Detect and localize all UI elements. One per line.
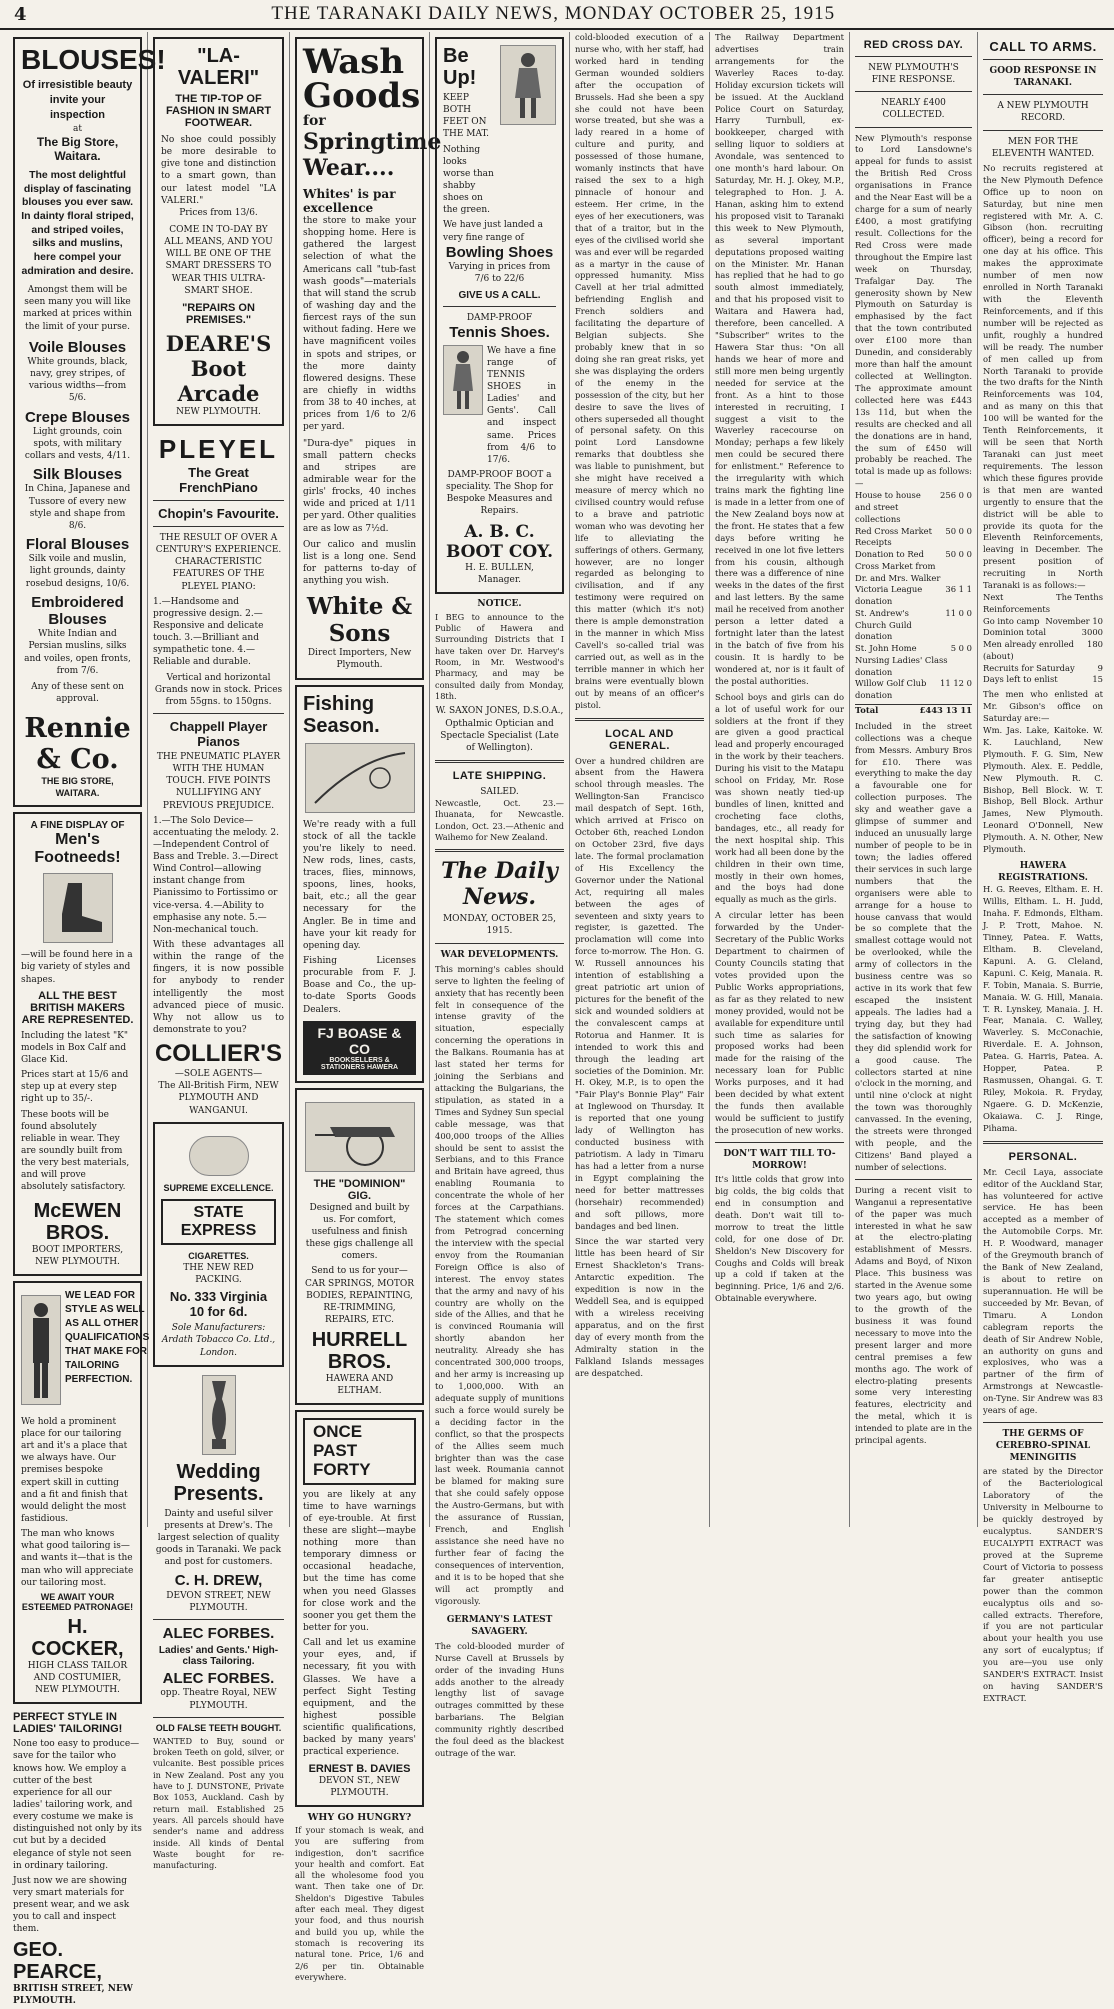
local-general-text: Over a hundred children are absent from the Hawera school through measles. The Wellington-San Francisco mail despatch of Sept. 16th, which arrived at Frisco on October 6th, reached London on October 23rd, five days late. The formal proclamation of His Excellency the Governor under the National Act, requiring all males between the ages of seventeen and sixty years to register, is gazetted. The proclamation will come into force to-morrow. The Hon. G. W. Russell announces his intention of establishing a great patriotic art union of pictures for the benefit of the sick and wounded soldiers at the convalescent camps at Rotorua and Hanmer. It is intended to work this and through the leading art societies of the Dominion. Mr. H. Okey, M.P., is to open the "Fair Play's Bonnie Play" Fair at Inglewood on Thursday. It is reported that one young lady of Wellington has conducted business with patriotism. A lady in Timaru has had a letter from a nurse in Egypt complaining the need for better mattresses (horsehair) recommended) and soft pillows, more bandages and bed linen. — [575, 755, 704, 1231]
lavaleri-title: "LA-VALERI" — [177, 45, 260, 89]
fishing-rod-icon — [310, 748, 410, 808]
personal-heading: PERSONAL. — [1008, 1150, 1078, 1163]
tennis-1: DAMP-PROOF — [466, 313, 533, 324]
perfect-3: Just now we are showing very smart materials for present wear, and we ask you to call and inspect them. — [13, 1875, 130, 1935]
total-label: Total — [855, 705, 879, 715]
germs-heading: THE GERMS OF CEREBRO-SPINAL MENINGITIS — [995, 1429, 1091, 1464]
teeth-ad — [153, 1723, 284, 1872]
beup-4: We have just landed a very fine range of — [443, 220, 543, 243]
recruiting-item-row — [983, 592, 1103, 616]
state-2: STATE EXPRESS — [161, 1199, 276, 1245]
red-cross-item-value: 256 0 0 — [940, 490, 972, 501]
recruiting-item-label: Go into camp — [983, 615, 1040, 626]
total-value: £443 13 11 — [919, 705, 972, 715]
fishing-2: We're ready with a full stock of all the tackle you're likely to need. New rods, lines, casts, traces, flies, minnows, spoons, lines, hooks, bait, etc.; all the gear necessary for the Angler. Be in time and have your kit ready for opening day. — [303, 819, 416, 951]
column-7 — [850, 32, 978, 1527]
tailor-3: The man who knows what good tailoring is—and wants it—that is the man who will appreciate our tailoring most. — [21, 1529, 134, 1588]
whites-4: Our calico and muslin list is a long one. Send for patterns to-day of anything you wish. — [303, 539, 416, 587]
tennis-2: Tennis Shoes. — [449, 324, 550, 342]
local-general-heading: LOCAL AND GENERAL. — [605, 727, 674, 752]
dominion-title: THE "DOMINION" GIG. — [313, 1177, 406, 1202]
tailor-figure-illustration — [21, 1295, 61, 1405]
lavaleri-2: No shoe could possibly be more desirable to give tone and distinction to a smart gown, than our latest model "LA VALERI." — [161, 135, 276, 206]
perfect-2: None too easy to produce—save for the tailor who knows how. We employ a cutter of the best experience for all our ladies' tailoring work, and every costume we make is distinguished not only by its cut but by a decided elegance of style not seen in ordinary tailoring. — [13, 1739, 142, 1871]
silk-head: Silk Blouses — [32, 466, 123, 484]
masthead — [0, 0, 1114, 30]
pleyel-6: Vertical and horizontal Grands now in stock. Prices from 55gns. to 150gns. — [154, 672, 283, 707]
daily-news-title: The Daily News. — [441, 858, 558, 911]
notice-title: NOTICE. — [477, 598, 522, 609]
lavaleri-ad — [153, 37, 284, 426]
blouses-store: The Big Store, Waitara. — [36, 135, 119, 164]
local-news-text-3: A circular letter has been forwarded by the Under-Secretary of the Public Works Department to chairmen of County Councils stating that votes provided upon the Public Works appropriations, as far as they related to new money provided, would not be available for expenditure until such time as salaries for proposed works had been made for the raising of the necessary loan for Public Works purposes, and it had been decided by what extent the funds then available would be sufficient to justify the prosecution of new works. — [715, 910, 844, 1135]
red-cross-item-row — [855, 678, 972, 702]
footneeds-6: Prices start at 15/6 and step up at every step right up to 35/-. — [21, 1070, 129, 1105]
state-3: CIGARETTES. — [188, 1250, 249, 1261]
red-cross-total — [855, 704, 972, 717]
wedding-ad — [153, 1375, 284, 1614]
recruiting-item-row — [983, 616, 1103, 628]
dominion-4: CAR SPRINGS, MOTOR BODIES, REPAINTING, RE-TRIMMING, REPAIRS, ETC. — [305, 1278, 414, 1326]
mcewen-sub: BOOT IMPORTERS, NEW PLYMOUTH. — [31, 1244, 124, 1267]
pleyel-5: 1.—Handsome and progressive design. 2.—Responsive and delicate touch. 3.—Brilliant and sympathetic tone. 4.—Reliable and durable. — [153, 596, 264, 668]
recruiting-item-value: 180 — [1087, 639, 1103, 650]
page-number: 4 — [14, 3, 27, 25]
beup-title: Be Up! — [443, 45, 477, 89]
approval-note: Any of these sent on approval. — [31, 681, 124, 704]
sailed-heading: SAILED. — [480, 786, 519, 797]
red-cross-table — [855, 490, 972, 702]
lavaleri-3: Prices from 13/6. — [179, 207, 258, 218]
boase-name: FJ BOASE & CO — [317, 1024, 402, 1057]
tomorrow-heading: DON'T WAIT TILL TO-MORROW! — [723, 1148, 836, 1171]
bowling-2: Varying in prices from 7/6 to 22/6 — [448, 261, 551, 285]
recruiting-item-value: 3000 — [1081, 627, 1103, 638]
recruiting-item-label: Days left to enlist — [983, 674, 1058, 685]
whites-1: Whites' is par excellence — [303, 187, 396, 215]
boot-icon — [48, 878, 108, 938]
footneeds-1: A FINE DISPLAY OF — [30, 820, 125, 832]
give-call: GIVE US A CALL. — [458, 290, 541, 302]
hawera-list: H. G. Reeves, Eltham. E. H. Willis, Eltham. L. H. Judd, Inaha. F. Edmonds, Eltham. J. P. Trott, Mahoe. N. Tinney, Patea. F. Watts, Eltham. B. Cleveland, Kapuni. A. G. Cleland, Kapuni. C. Keig, Manaia. R. F. Tobin, Manaia. S. Burrie, Manaia. W. G. Hill, Manaia. T. R. Lynskey, Manaia. J. H. Fear, Manaia. C. Walley, Waverley. S. McConachie, Riverdale. E. A. Johnson, Patea. G. Harris, Patea. A. Hopper, Patea. P. Rasmussen, Ohangai. G. T. Riley, Mokoia. R. Fryday, Ngaere. G. D. McKenzie, Okaiawa. C. J. Ringe, Pihama. — [983, 884, 1103, 1133]
forbes-4: opp. Theatre Royal, NEW PLYMOUTH. — [160, 1688, 277, 1711]
column-6 — [710, 32, 850, 1527]
red-cross-item-label: House to house and street collections — [855, 490, 921, 524]
good-response: GOOD RESPONSE IN TARANAKI. — [989, 66, 1097, 89]
abc-2: H. E. BULLEN, Manager. — [465, 562, 534, 585]
boase-sub: BOOKSELLERS & STATIONERS HAWERA — [320, 1056, 399, 1071]
tailor-1: WE LEAD FOR STYLE AS WELL AS ALL OTHER QUALIFICATIONS THAT MAKE FOR TAILORING PERFECTION. — [65, 1289, 150, 1385]
names-list: Wm. Jas. Lake, Kaitoke. W. K. Lauchland, New Plymouth. F. G. Sim, New Plymouth. Alex. E. Peddle, New Plymouth. R. C. Bishop, Bell Block. W. T. Bishop, Bell Block. Arthur James, New Plymouth. Leonard O'Donnell, New Plymouth. A. N. Other, New Plymouth. — [983, 724, 1103, 855]
men-wanted-text: No recruits registered at the New Plymouth Defence Office up to noon on Saturday, but nine men registered with Mr. A. C. Gibson (hon. recruiting officer), being a record for one day at his office. This makes the approximate number of men now enrolled in North Taranaki with the Eleventh Reinforcements, and if this number will be rejected as unfit, roughly a hundred will be ready. The number of men called up from North Taranaki to provide the two drafts for the Ninth Reinforcements was 104, and as many on this that 100 will be wanted for the Tenth Reinforcements, it will be seen that North Taranaki can just meet requirements. The lesson which these figures provide is that men are wanted urgently to ensure that the district will be able to provide its quota for the Eleventh Reinforcements, leaving in December. The present position of recruiting in North Taranaki is as follows:— — [983, 162, 1103, 591]
record-heading: A NEW PLYMOUTH RECORD. — [997, 101, 1089, 124]
beup-3: Nothing looks worse than shabby shoes on the green. — [443, 144, 494, 216]
blouses-intro: The most delightful display of fascinating blouses you ever saw. In dainty floral striped, and striped voiles, silks and muslins, here compel your admiration and desire. — [21, 169, 134, 277]
bowler-illustration — [500, 45, 556, 125]
red-cross-item-row — [855, 643, 972, 678]
recruiting-item-value: 15 — [1092, 674, 1103, 685]
crepe-text: Light grounds, coin spots, with military collars and vests, 4/11. — [24, 426, 131, 462]
wash-3: for — [303, 113, 326, 129]
fishing-title: Fishing Season. — [303, 692, 380, 737]
collier-3: The All-British Firm, NEW PLYMOUTH AND WANGANUI. — [158, 1081, 279, 1116]
germany-heading: GERMANY'S LATEST SAVAGERY. — [446, 1614, 553, 1637]
forbes-2: Ladies' and Gents.' High-class Tailoring. — [158, 1645, 279, 1668]
ardath-seal — [189, 1136, 249, 1176]
emb-text: White Indian and Persian muslins, silks and voiles, open fronts, from 7/6. — [24, 629, 131, 676]
forbes-1: ALEC FORBES. — [162, 1624, 275, 1642]
column-8 — [978, 32, 1108, 1703]
red-cross-item-label: St. John Home Nursing Ladies' Class donation — [855, 643, 948, 677]
blouses-note: Amongst them will be seen many you will like marked at prices within the limit of your purse. — [23, 285, 132, 332]
blouses-sub2: at — [73, 123, 82, 134]
whites-3: "Dura-dye" piques in small pattern checks and stripes are admirable wear for the girls' frocks, 40 inches wide and priced at 1/11 per yard. Other qualities are as low as 7½d. — [303, 438, 416, 534]
personal-text: Mr. Cecil Laya, associate editor of the Auckland Star, has volunteered for active service. He has been accepted as a member of the Automobile Corps. Mr. H. P. Woodward, manager of the Greymouth branch of the Bank of New Zealand, is about to retire on superannuation. He will be succeeded by Mr. Bevan, of Timaru. A London cablegram reports the death of Sir Andrew Noble, an authority on guns and explosives, who was a partner of the firm of Armstrongs at Newcastle-on-Tyne. Sir Andrew was 83 years of age. — [983, 1166, 1103, 1416]
drew-name: C. H. DREW, — [174, 1572, 263, 1590]
saxon-jones: W. SAXON JONES, D.S.O.A., Opthalmic Optician and Spectacle Specialist (Late of Wellington). — [435, 706, 564, 753]
hungry-2: If your stomach is weak, and you are suffering from indigestion, don't sacrifice your health and comfort. Eat all the wholesome food you want. Then take one of Dr. Sheldon's Digestive Tabules after each meal. They digest your food, and thus nourish and build you up, while the stomach is recovering its natural tone. Price, 1/6 and 2/6 per tin. Obtainable everywhere. — [295, 1824, 424, 1982]
state-5: No. 333 Virginia 10 for 6d. — [169, 1289, 268, 1320]
vase-icon — [206, 1379, 232, 1451]
column-2 — [148, 32, 290, 1871]
pearce-name: GEO. PEARCE, — [13, 1938, 102, 1983]
floral-head: Floral Blouses — [25, 536, 130, 554]
red-cross-item-row — [855, 526, 972, 550]
red-cross-item-label: St. Andrew's Church Guild donation — [855, 607, 912, 642]
recruiting-item-label: Recruits for Saturday — [983, 662, 1075, 673]
footneeds-7: These boots will be found absolutely reliable in wear. They are soundly built from the very best materials, and will prove absolutely satisfactory. — [21, 1109, 130, 1193]
dominion-2: Designed and built by us. For comfort, usefulness and finish these gigs challenge all comers. — [305, 1202, 414, 1262]
forbes-3: ALEC FORBES. — [162, 1670, 275, 1688]
hurrell-2: HAWERA AND ELTHAM. — [325, 1374, 394, 1397]
footneeds-3: —will be found here in a big variety of styles and shapes. — [21, 950, 133, 985]
tailor-4: WE AWAIT YOUR ESTEEMED PATRONAGE! — [21, 1591, 134, 1612]
hungry-ad — [295, 1812, 424, 1983]
dominion-gig-ad — [295, 1088, 424, 1406]
cavell-continued-text: cold-blooded execution of a nurse who, with her staff, had worked hard in tending German wounded soldiers after the occupation of Brussels. Had she been a spy she could not have been worse treated, but she was a lady reared in a home of culture and purity, and possessed of those humane, womanly instincts that have raised the sex to a high pinnacle of honour and esteem. Her crime, in the eyes of her executioners, was that of a traitor, but in the eyes of the civilised world she was and ever will be regarded as a martyr in the cause of oppressed humanity. Miss Cavell at her trial admitted befriending English and French soldiers and facilitating the departure of Belgian subjects. She probably knew that in so doing she ran great risks, yet she was displaying the orders of the enemy in the possession of the city, but her desire to save the lives of others superseded all thought of personal safety. On this point Lord Lansdowne remarks that doubtless she was liable to punishment, but she might have received a measure of mercy which no civilised country would refuse to a brave and patriotic woman who was devoting her life to alleviating the sufferings of others. Germany, however, are no longer regarded as belonging to civilisation, and if any testimony were required on this matter (which it's not) there is ample demonstration in the manner in which Miss Cavell's so-called trial was carried out, as well as in the terrible manner in which her brains were eventually blown out by means of an officer's pistol. — [575, 32, 704, 710]
footneeds-ad — [13, 812, 142, 1276]
recruiting-item-row — [983, 627, 1103, 639]
recruiting-item-row — [983, 663, 1103, 675]
pleyel-4: THE RESULT OF OVER A CENTURY'S EXPERIENCE. CHARACTERISTIC FEATURES OF THE PLEYEL PIANO: — [155, 532, 282, 592]
column-3 — [290, 32, 442, 1982]
hungry-title: WHY GO HUNGRY? — [307, 1811, 412, 1823]
beup-2: KEEP BOTH FEET ON THE MAT. — [443, 93, 490, 140]
recruiting-table — [983, 592, 1103, 686]
red-cross-collected: NEARLY £400 COLLECTED. — [881, 98, 946, 121]
red-cross-item-value: 5 0 0 — [950, 643, 972, 654]
call-to-arms-heading: CALL TO ARMS. — [989, 39, 1097, 54]
deare-name: DEARE'S Boot Arcade — [165, 330, 272, 406]
hurrell-name: HURRELL BROS. — [311, 1329, 408, 1374]
recruiting-item-value: November 10 — [1045, 615, 1103, 626]
red-cross-item-label: Willow Golf Club donation — [855, 678, 927, 701]
voile-head: Voile Blouses — [28, 338, 127, 356]
chappell-3: 1.—The Solo Device—accentuating the melody. 2.—Independent Control of Bass and Treble. 3.—Direct Wind Control—allowing instant change from Pianissimo to Fortissimo or vice-versa. 4.—Ability to emphasise any note. 5.—Non-mechanical touch. — [153, 815, 279, 935]
footneeds-2: Men's Footneeds! — [34, 831, 121, 867]
man-figure-icon — [26, 1300, 56, 1400]
hawera-heading: HAWERA REGISTRATIONS. — [998, 861, 1088, 884]
shipping-text: Newcastle, Oct. 23.—Ihuanata, for Newcastle. London, Oct. 23.—Athenic and Waihemo for New Zealand. — [435, 798, 564, 842]
silk-text: In China, Japanese and Tussore of every new style and shape from 8/6. — [24, 484, 131, 531]
chappell-title: Chappell Player Pianos — [169, 718, 268, 749]
tomorrow-text: It's little colds that grow into big colds, the big colds that end in consumption and death. Don't wait till to-morrow to treat the little cold, for one dose of Dr. Sheldon's New Discovery for Coughs and Colds will break up a cold if taken at the beginning. Price, 1/6 and 2/6. Obtainable everywhere. — [715, 1174, 844, 1304]
collier-name: COLLIER'S — [154, 1040, 283, 1068]
whites-ad — [295, 37, 442, 680]
chappell-2: THE PNEUMATIC PLAYER WITH THE HUMAN TOUCH. FIVE POINTS NULLIFYING ANY PREVIOUS PREJUDICE. — [156, 751, 281, 811]
red-cross-response: NEW PLYMOUTH'S FINE RESPONSE. — [868, 63, 959, 86]
red-cross-item-row — [855, 549, 972, 584]
lavaleri-5: "REPAIRS ON PREMISES." — [182, 301, 255, 326]
mcewen-name: McEWEN BROS. — [33, 1199, 122, 1244]
recruiting-item-row — [983, 639, 1103, 663]
perfect-1: PERFECT STYLE IN LADIES' TAILORING! — [13, 1711, 123, 1736]
state-4: THE NEW RED PACKING. — [183, 1263, 254, 1286]
local-news-text: The Railway Department advertises train arrangements for the Waverley Races to-day. Holiday excursion tickets will be issued. At the Auckland Police Court on Saturday, Harry Turnbull, ex-bookkeeper, charged with selling liquor to soldiers at Avondale, was sentenced to one month's hard labour. On Saturday, Mr. H. J. Okey, M.P., telegraphed to Hon. J. A. Hanan, asking him to extend his proposed visit to Taranaki this week to New Plymouth, as several important deputations proposed waiting on the Minister. Mr. Hanan has replied that he had to go south almost immediately, and that his proposed visit to Waitara and Hawera had, therefore, been cancelled. A "Subscriber" writes to the Hawera Star thus: "On all hands we hear of more and still more men being urgently needed for service at the front. As a hint to those interested in recruiting, I suggest a visit to the Waverley racecourse on Monday; perhaps a few likely men could be secured there for enlistment." Reference to the irregularity with which trains mark the fighting line is made in a letter from one of the New Zealand boys now at the front. He states that a few days before writing he received in one lot five letters from his cousin, although there was a difference of nine weeks in the dates of the first and last letters. By the same mail he received from another person a letter dated a fortnight later than the latest in the batch of five from his cousin. It is hardly to be wondered at, nor is it fault of the postal authorities. — [715, 32, 844, 686]
davies-ad — [295, 1410, 424, 1806]
abc-name: A. B. C. BOOT COY. — [445, 521, 554, 562]
collier-2: —SOLE AGENTS— — [174, 1069, 263, 1080]
recruiting-item-label: Men already enrolled (about) — [983, 639, 1075, 661]
bowling-title: Bowling Shoes — [445, 243, 554, 261]
bowler-figure-icon — [505, 50, 551, 120]
cocker-sub: HIGH CLASS TAILOR AND COSTUMIER, NEW PLYMOUTH. — [27, 1660, 128, 1696]
recruiting-item-value: 9 — [1097, 662, 1103, 673]
tennis-4: DAMP-PROOF BOOT a speciality. The Shop for Bespoke Measures and Repairs. — [445, 470, 553, 517]
recruiting-item-value: The Tenths — [1056, 592, 1103, 603]
recruiting-item-label: Next Reinforcements — [983, 592, 1051, 614]
pleyel-sub: The Great FrenchPiano — [179, 464, 258, 495]
pearce-sub: BRITISH STREET, NEW PLYMOUTH. — [13, 1983, 133, 2006]
wash-4: Springtime — [303, 129, 442, 155]
tailor-ad — [13, 1281, 150, 1704]
lavaleri-1: THE TIP-TOP OF FASHION IN SMART FOOTWEAR. — [165, 93, 272, 129]
wash-1: Wash — [303, 42, 405, 82]
whites-sub: Direct Importers, New Plymouth. — [307, 648, 412, 671]
wedding-title: Wedding Presents. — [173, 1460, 264, 1505]
once-title: ONCE PAST FORTY — [303, 1418, 416, 1484]
fishing-ad — [295, 685, 424, 1083]
once-2: you are likely at any time to have warnings of eye-trouble. At first these are slight—maybe nothing more than temporary dimness or occasional headache, but the time has come when you need Glasses for close work and the sooner you get them the better for you. — [303, 1489, 416, 1634]
blouses-sub1: Of irresistible beauty invite your inspection — [22, 79, 133, 122]
column-4 — [430, 32, 570, 1759]
state-express-ad — [153, 1122, 284, 1367]
red-cross-item-value: 36 1 1 — [945, 584, 972, 595]
vase-illustration — [202, 1375, 236, 1455]
abc-boot-ad — [435, 37, 564, 594]
davies-name: ERNEST B. DAVIES — [308, 1762, 411, 1775]
red-cross-heading: RED CROSS DAY. — [863, 39, 964, 51]
wedding-2: Dainty and useful silver presents at Drew's. The largest selection of quality goods in Taranaki. We pack and post for customers. — [155, 1508, 282, 1568]
column-1 — [8, 32, 166, 2006]
names-head: The men who enlisted at Mr. Gibson's office on Saturday are:— — [983, 689, 1103, 723]
davies-2: DEVON ST., NEW PLYMOUTH. — [318, 1775, 401, 1798]
voile-text: White grounds, black, navy, grey stripes, of various widths—from 5/6. — [27, 357, 128, 404]
red-cross-item-label: Donation to Red Cross Market from Dr. and Mrs. Walker — [855, 549, 941, 583]
notice-2: I BEG to announce to the Public of Hawera and Surrounding Districts that I have taken over Dr. Harvey's Room, in Mr. Westwood's Pharmacy, and may be consulted daily from Monday, 18th. — [435, 611, 564, 702]
rennie-sub: THE BIG STORE, WAITARA. — [41, 776, 114, 799]
teeth-1: OLD FALSE TEETH BOUGHT. — [155, 1722, 282, 1733]
drew-2: DEVON STREET, NEW PLYMOUTH. — [166, 1590, 271, 1613]
tennis-player-icon — [447, 349, 479, 411]
tennis-3: We have a fine range of TENNIS SHOES in Ladies' and Gents'. Call and inspect same. Prices from 4/6 to 17/6. — [487, 345, 556, 465]
tennis-player-illustration — [443, 345, 483, 415]
fishing-3: Fishing Licenses procurable from F. J. Boase and Co., the up-to-date Sports Goods Dealers. — [303, 956, 416, 1015]
war-text: This morning's cables should serve to lighten the feeling of anxiety that has recently been felt in consequence of the intense gravity of the situation, especially concerning the operations in the Balkans. Roumania has at last stated her terms for joining the Serbians and attacking the Bulgarians, the stipulation, as stated in a Times and Sydney Sun special cable message, was that 400,000 troops of the Allies should be sent to assist the Serbians, and to this France and Britain have agreed, thus enabling Roumania to concentrate the whole of her forces at the Carpathians. The statement which comes from Petrograd concerning the interview with the special envoy from the Roumanian Foreign Office is also of interest. The envoy states that the army and navy of his country are wholly on the side of the Allies, and that he is convinced Roumania will shortly abandon her neutrality. Already she has concentrated 300,000 troops, and her army is increasing up to 1,000,000. With an adequate supply of munitions such a force would surely be a deciding factor in the conflict, so that the prospects of the Allies seem much brighter than was the case last week. Roumania cannot be blamed for making sure that she could safely oppose the Austro-Germans, but with the assurance of Russian, French, and English assistance she need have no further fear of facing the consequences of intervention, and it is to be hoped that she will act promptly and vigorously. — [435, 963, 564, 1606]
floral-text: Silk voile and muslin, light grounds, dainty rosebud designs, 10/6. — [25, 554, 130, 589]
lavaleri-4: COME IN TO-DAY BY ALL MEANS, AND YOU WILL BE ONE OF THE SMART DRESSERS TO WEAR THIS ULTRA-SMART SHOE. — [164, 224, 273, 296]
red-cross-item-row — [855, 584, 972, 608]
footneeds-4: ALL THE BEST BRITISH MAKERS ARE REPRESENTED. — [21, 989, 134, 1026]
men-wanted-heading: MEN FOR THE ELEVENTH WANTED. — [991, 136, 1095, 159]
emb-head: Embroidered Blouses — [31, 593, 124, 628]
pleyel-title: PLEYEL — [158, 433, 279, 464]
state-1: SUPREME EXCELLENCE. — [163, 1182, 274, 1193]
state-6: Sole Manufacturers: Ardath Tobacco Co. Ltd., London. — [161, 1323, 276, 1358]
wash-5: Wear.... — [303, 155, 395, 181]
germany-text: The cold-blooded murder of Nurse Cavell at Brussels by order of the invading Huns adds another to the already lengthy list of savage outrages committed by these barbarians. The Belgian community rightly described the foul deed as the blackest outrage of the war. — [435, 1640, 564, 1759]
red-cross-item-value: 11 0 0 — [945, 607, 972, 618]
red-cross-item-row — [855, 490, 972, 525]
notice-ad — [435, 599, 564, 754]
recruiting-item-row — [983, 674, 1103, 686]
red-cross-item-label: Victoria League donation — [855, 584, 923, 607]
red-cross-item-value: 50 0 0 — [945, 525, 972, 536]
column-5 — [570, 32, 710, 1527]
deare-sub: NEW PLYMOUTH. — [176, 406, 261, 417]
pleyel-ad — [153, 434, 284, 1117]
local-general-text-2: Since the war started very little has been heard of Sir Ernest Shackleton's Trans-Antarctic expedition. The expedition is now in the Weddell Sea, and is equipped with a wireless receiving apparatus, and on the first day of every month from the Admiralty station in the Falkland Islands messages are despatched. — [575, 1236, 704, 1378]
red-cross-item-value: 11 12 0 — [940, 678, 972, 689]
whites-name: White & Sons — [306, 593, 413, 648]
red-cross-intro: New Plymouth's response to Lord Lansdowne's appeal for funds to assist the British Red Cross organisations in France and the Near East will be a charge for a sum of nearly £400, a most gratifying result. Collections for the Red Cross were made throughout the Empire last week on Thursday, Trafalgar Day. The generosity shown by New Plymouth on Saturday is emphasised by the fact that the town contributed over £100 more than Dunedin, and considerably more than half the amount collected at Wellington. The approximate amount collected here was £443 13s 11d, but when the results are checked and all the donations are in hand, the sum of £450 will probably be reached. The total is made up as follows:— — [855, 132, 972, 489]
red-cross-body: Included in the street collections was a cheque from Messrs. Ambury Bros for £10. There was everything to make the day a favourable one for collection purposes. The sky and weather gave a glimpse of summer and induced an unusually large number of people to be in town; the ladies offered their services in such large numbers that the organisers were able to arrange for a house to house canvass that would be so complete that the smallest cottage would not be overlooked, while the army of collectors in the business centre was so active in its work that few escaped the insistent appeals. The ladies had a trying day, but they had the satisfaction of knowing they did splendid work for a good cause. The collectors started at nine o'clock in the morning, and until nine o'clock at night the town was thoroughly canvassed. In the evening, the streets were thronged with people, and the Citizens' Band played a number of selections. — [855, 720, 972, 1172]
gig-carriage-icon — [310, 1107, 410, 1167]
red-cross-item-value: 50 0 0 — [945, 549, 972, 560]
whites-2: the store to make your shopping home. Here is gathered the largest selection of what the Americans call "tub-fast wash goods"—materials that will stand the scrub of washing day and the fiercest rays of the sun without fading. Here we have magnificent voiles in spots and stripes, or the more dainty flowered designs. These are chiefly in widths from 38 to 40 inches, at prices from 1/6 to 2/6 per yard. — [303, 216, 416, 433]
pearce-ad — [13, 1709, 142, 2009]
blouses-ad — [13, 37, 166, 807]
boot-illustration — [43, 873, 113, 943]
dominion-3: Send to us for your— — [311, 1266, 408, 1277]
rennie-logo: Rennie & Co. — [24, 713, 131, 776]
crepe-head: Crepe Blouses — [24, 408, 131, 426]
shipping-heading: LATE SHIPPING. — [452, 769, 547, 782]
editorial-date: MONDAY, OCTOBER 25, 1915. — [442, 914, 557, 937]
footneeds-5: Including the latest "K" models in Box Calf and Glace Kid. — [21, 1030, 129, 1066]
tailor-2: We hold a prominent place for our tailoring art and it's a place that we always have. Our premises bespoke expert skill in cutting and a fit and finish that would delight the most fastidious. — [21, 1416, 128, 1524]
recruiting-item-label: Dominion total — [983, 627, 1046, 638]
red-cross-item-label: Red Cross Market Receipts — [855, 525, 932, 548]
local-news-text-2: School boys and girls can do a lot of useful work for our soldiers at the front if they are given a good practical lead and properly encouraged in the work by their teachers. During his visit to the Matapu school on Friday, Mr. Rose was shown neatly tied-up bundles of linen, knitted and crocheting face cloths, bandages, etc., all ready for the next hospital ship. This work had all been done by the children in their own time, mostly in their own homes, and the boys had done equally as much as the girls. — [715, 691, 844, 905]
newspaper-title: THE TARANAKI DAILY NEWS, MONDAY OCTOBER 25, 1915 — [271, 3, 836, 24]
wash-2: Goods — [303, 76, 421, 116]
blouses-title: BLOUSES! — [21, 44, 166, 75]
fishing-rod-illustration — [305, 743, 415, 813]
red-cross-item-row — [855, 608, 972, 643]
once-3: Call and let us examine your eyes, and, if necessary, fit you with Glasses. We have a perfect Sight Testing equipment, and the highest possible scientific qualifications, backed by many years' practical experience. — [303, 1638, 416, 1758]
page-columns — [8, 32, 1108, 2006]
chappell-4: With these advantages all within the range of the fingers, it is now possible for anybody to render intelligently the most advanced piece of music. Why not allow us to demonstrate to you? — [153, 940, 284, 1036]
electroplating-text: During a recent visit to Wanganui a representative of the paper was much interested in what he saw at the electro-plating establishment of Messrs. Adams and Boyd, of Nixon Place. This business was started in the Avenue some two years ago, but owing to the growth of the business it was found necessary to move into the present larger and more central premises a few months ago. The work of electro-plating presents some very interesting features, electricity and the metal, which it is intended to plate are in the principal agents. — [855, 1184, 972, 1446]
cocker-name: H. COCKER, — [31, 1615, 124, 1660]
teeth-2: WANTED to Buy, sound or broken Teeth on gold, silver, or vulcanite. Best possible prices in New Zealand. Post any you have to J. DUNSTONE, Private Box 1053, Auckland. Cash by return mail. Established 25 years. All parcels should have sender's name and address inside. All kinds of Dental Waste bought for re-manufacturing. — [153, 1735, 284, 1871]
pleyel-chopin: Chopin's Favourite. — [158, 505, 279, 521]
war-heading: WAR DEVELOPMENTS. — [440, 949, 559, 960]
gig-illustration — [305, 1102, 415, 1172]
forbes-ad — [153, 1625, 284, 1712]
boase-logo — [303, 1021, 416, 1075]
germs-text: are stated by the Director of the Bacteriological Laboratory of the University in Melbourne to be quickly destroyed by eucalyptus. SANDER'S EUCALYPTI EXTRACT was proved at the Supreme Court of Victoria to possess far greater antiseptic power than the common eucalyptus oils and so-called extracts. Therefore, if you are not particular about your health you use any sort of eucalyptus; if you are—you use only SANDER'S EXTRACT. Insist on having SANDER'S EXTRACT. — [983, 1466, 1103, 1703]
